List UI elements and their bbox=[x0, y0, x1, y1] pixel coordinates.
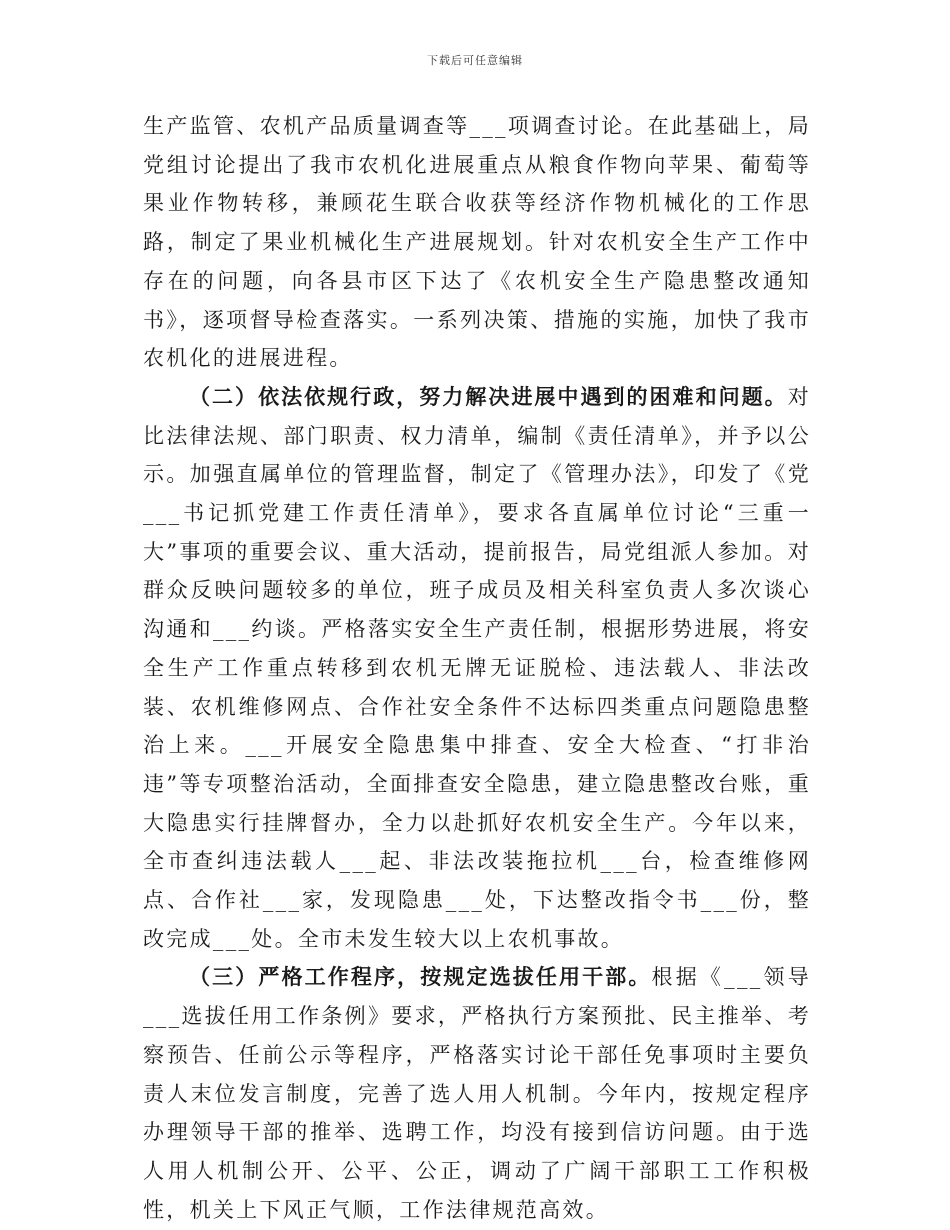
page-header: 下载后可任意编辑 bbox=[427, 54, 523, 67]
document-body bbox=[143, 107, 811, 1229]
paragraph-body: 生产监管、农机产品质量调查等___项调查讨论。在此基础上，局党组讨论提出了我市农机化进展重点从粮食作物向苹果、葡萄等果业作物转移，兼顾花生联合收获等经济作物机械化的工作思路，制定了果业机械化生产进展规划。针对农机安全生产工作中存在的问题，向各县市区下达了《农机安全生产隐患整改通知书》，逐项督导检查落实。一系列决策、措施的实施，加快了我市农机化的进展进程。 bbox=[143, 114, 811, 371]
section-heading: （三）严格工作程序，按规定选拔任用干部。 bbox=[189, 965, 652, 990]
paragraph-body: 根据《___领导___选拔任用工作条例》要求，严格执行方案预批、民主推举、考察预告、任前公示等程序，严格落实讨论干部任免事项时主要负责人末位发言制度，完善了选人用人机制。今年内，按规定程序办理领导干部的推举、选聘工作，均没有接到信访问题。由于选人用人机制公开、公平、公正，调动了广阔干部职工工作积极性，机关上下风正气顺，工作法律规范高效。 bbox=[143, 965, 812, 1222]
paragraph-continuation bbox=[143, 107, 811, 378]
paragraph-body: 对比法律法规、部门职责、权力清单，编制《责任清单》，并予以公示。加强直属单位的管理监督，制定了《管理办法》，印发了《党___书记抓党建工作责任清单》，要求各直属单位讨论“三重一大”事项的重要会议、重大活动，提前报告，局党组派人参加。对群众反映问题较多的单位，班子成员及相关科室负责人多次谈心沟通和___约谈。严格落实安全生产责任制，根据形势进展，将安全生产工作重点转移到农机无牌无证脱检、违法载人、非法改装、农机维修网点、合作社安全条件不达标四类重点问题隐患整治上来。___开展安全隐患集中排查、安全大检查、“打非治违”等专项整治活动，全面排查安全隐患，建立隐患整改台账，重大隐患实行挂牌督办，全力以赴抓好农机安全生产。今年以来，全市查纠违法载人___起、非法改装拖拉机___台，检查维修网点、合作社___家，发现隐患___处，下达整改指令书___份，整改完成___处。全市未发生较大以上农机事故。 bbox=[143, 384, 811, 951]
section-heading: （二）依法依规行政，努力解决进展中遇到的困难和问题。 bbox=[189, 384, 788, 409]
paragraph-section-2 bbox=[143, 378, 811, 959]
paragraph-section-3 bbox=[143, 958, 811, 1229]
